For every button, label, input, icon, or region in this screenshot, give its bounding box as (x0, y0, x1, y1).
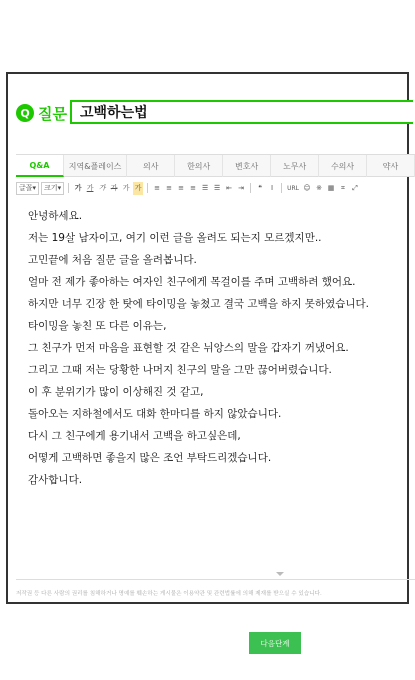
content-line: 타이밍을 놓친 또 다른 이유는, (28, 320, 167, 332)
content-line: 저는 19살 남자이고, 여기 이런 글을 올려도 되는지 모르겠지만.. (28, 232, 322, 244)
emoticon-icon[interactable]: ☺ (303, 184, 311, 192)
editor (16, 154, 415, 584)
text-field-icon[interactable]: Ⅰ (271, 184, 274, 192)
highlight-button[interactable]: 가 (133, 182, 143, 195)
question-badge-icon: Q (16, 104, 34, 122)
align-left-icon[interactable]: ≡ (154, 184, 161, 192)
content-line: 얼마 전 제가 좋아하는 여자인 친구에게 목걸이를 주며 고백하려 했어요. (28, 276, 356, 288)
url-button[interactable]: URL (287, 184, 299, 192)
question-label: 질문 (38, 104, 67, 123)
font-select-label: 글꼴 (19, 184, 33, 192)
content-line: 하지만 너무 긴장 한 탓에 타이밍을 놓쳤고 결국 고백을 하지 못하였습니다. (28, 298, 370, 310)
align-center-icon[interactable]: ≡ (166, 184, 173, 192)
align-justify-icon[interactable]: ≡ (190, 184, 197, 192)
content-line: 돌아오는 지하철에서도 대화 한마디를 하지 않았습니다. (28, 408, 282, 420)
content-line: 감사합니다. (28, 474, 83, 486)
special-char-icon[interactable]: ※ (316, 184, 322, 192)
code-icon[interactable]: ⌗ (341, 183, 345, 192)
tab-doctor[interactable]: 의사 (127, 155, 175, 177)
next-step-button[interactable]: 다음단계 (249, 632, 301, 654)
font-select[interactable]: 글꼴 ▾ (16, 182, 39, 195)
size-select[interactable]: 크기 ▾ (41, 182, 64, 195)
tab-veterinarian[interactable]: 수의사 (319, 155, 367, 177)
question-header (16, 102, 67, 124)
content-line: 그 친구가 먼저 마음을 표현할 것 같은 뉘앙스의 말을 갑자기 꺼냈어요. (28, 342, 349, 354)
question-form (6, 72, 409, 648)
italic-button[interactable]: 가 (98, 184, 106, 192)
quote-icon[interactable]: ❝ (258, 184, 262, 192)
underline-button[interactable]: 가 (86, 184, 94, 192)
tab-pharmacist[interactable]: 약사 (367, 155, 415, 177)
table-icon[interactable]: ▦ (327, 184, 335, 192)
size-select-label: 크기 (44, 184, 58, 192)
toolbar-divider (250, 183, 251, 193)
content-line: 어떻게 고백하면 좋을지 많은 조언 부탁드리겠습니다. (28, 452, 272, 464)
toolbar-divider (68, 183, 69, 193)
resize-arrow-icon[interactable] (276, 572, 284, 576)
content-line: 고민끝에 처음 질문 글을 올려봅니다. (28, 254, 197, 266)
content-line: 이 후 분위기가 많이 이상해진 것 같고, (28, 386, 204, 398)
tab-labor-attorney[interactable]: 노무사 (271, 155, 319, 177)
bullet-list-icon[interactable]: ☰ (213, 184, 221, 192)
editor-toolbar (16, 180, 415, 196)
toolbar-divider (281, 183, 282, 193)
copyright-notice: 저작권 등 다른 사람의 권리를 침해하거나 명예를 훼손하는 게시물은 이용약관 및 관련법률에 의해 제재를 받으실 수 있습니다. (16, 591, 322, 597)
ordered-list-icon[interactable]: ☰ (201, 184, 209, 192)
tab-qa[interactable]: Q&A (16, 155, 64, 177)
title-input[interactable]: 고백하는법 (70, 100, 413, 124)
indent-icon[interactable]: ⇥ (238, 184, 245, 192)
strikethrough-button[interactable]: 가 (110, 184, 118, 192)
content-line: 다시 그 친구에게 용기내서 고백을 하고싶은데, (28, 430, 241, 442)
content-editor[interactable] (16, 200, 415, 580)
tab-region-place[interactable]: 지역&플레이스 (64, 155, 127, 177)
category-tabs (16, 155, 415, 177)
tab-oriental-doctor[interactable]: 한의사 (175, 155, 223, 177)
bold-button[interactable]: 가 (74, 184, 82, 192)
toolbar-divider (147, 183, 148, 193)
tab-lawyer[interactable]: 변호사 (223, 155, 271, 177)
align-right-icon[interactable]: ≡ (178, 184, 185, 192)
outdent-icon[interactable]: ⇤ (226, 184, 233, 192)
font-color-button[interactable]: 가 (122, 184, 130, 192)
content-line: 안녕하세요. (28, 210, 83, 222)
content-line: 그리고 그때 저는 당황한 나머지 친구의 말을 그만 끊어버렸습니다. (28, 364, 332, 376)
fullscreen-icon[interactable]: ⤢ (352, 183, 358, 192)
